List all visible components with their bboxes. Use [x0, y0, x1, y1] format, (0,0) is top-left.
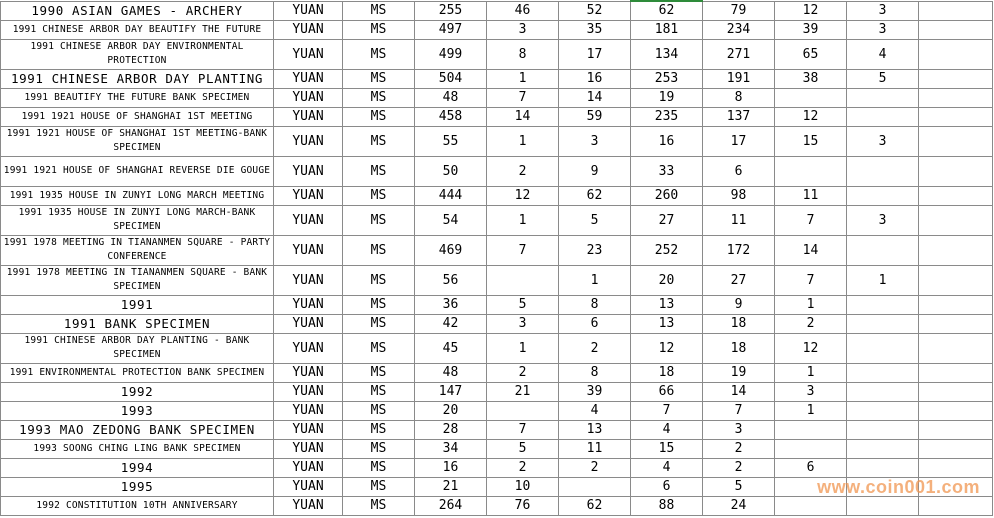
population-cell[interactable]: 444	[415, 186, 487, 205]
population-cell[interactable]: 134	[631, 39, 703, 69]
population-cell[interactable]: 54	[415, 205, 487, 235]
empty-cell[interactable]	[919, 295, 993, 314]
empty-cell[interactable]	[919, 107, 993, 126]
coin-name-cell[interactable]: 1991 CHINESE ARBOR DAY BEAUTIFY THE FUTURE	[1, 20, 274, 39]
population-cell[interactable]: 458	[415, 107, 487, 126]
population-cell[interactable]: 14	[487, 107, 559, 126]
grade-cell[interactable]: MS	[343, 205, 415, 235]
population-cell[interactable]: 191	[703, 69, 775, 88]
empty-cell[interactable]	[919, 382, 993, 401]
population-cell[interactable]: 62	[559, 186, 631, 205]
population-cell[interactable]: 137	[703, 107, 775, 126]
population-cell[interactable]: 147	[415, 382, 487, 401]
population-cell[interactable]: 3	[847, 205, 919, 235]
population-cell[interactable]: 52	[559, 1, 631, 20]
denomination-cell[interactable]: YUAN	[274, 363, 343, 382]
table-row	[1, 420, 993, 439]
empty-cell[interactable]	[919, 186, 993, 205]
empty-cell[interactable]	[919, 333, 993, 363]
table-row	[1, 382, 993, 401]
grade-cell[interactable]: MS	[343, 156, 415, 186]
table-row	[1, 1, 993, 20]
grade-cell[interactable]: MS	[343, 20, 415, 39]
population-cell[interactable]: 65	[775, 39, 847, 69]
population-cell[interactable]: 253	[631, 69, 703, 88]
coin-name-cell[interactable]: 1991 1978 MEETING IN TIANANMEN SQUARE - BANK SPECIMEN	[1, 265, 274, 295]
table-row	[1, 39, 993, 69]
population-cell[interactable]: 3	[487, 314, 559, 333]
population-cell[interactable]: 9	[703, 295, 775, 314]
table-row	[1, 439, 993, 458]
grade-cell[interactable]: MS	[343, 458, 415, 477]
population-cell[interactable]: 13	[631, 295, 703, 314]
population-cell[interactable]: 12	[775, 1, 847, 20]
population-cell[interactable]: 15	[775, 126, 847, 156]
empty-cell[interactable]	[919, 401, 993, 420]
empty-cell[interactable]	[919, 126, 993, 156]
population-cell[interactable]: 18	[703, 333, 775, 363]
population-cell[interactable]	[847, 235, 919, 265]
population-cell[interactable]: 38	[775, 69, 847, 88]
population-cell[interactable]: 2	[559, 458, 631, 477]
population-cell[interactable]: 2	[775, 314, 847, 333]
population-cell[interactable]: 469	[415, 235, 487, 265]
watermark-text: www.coin001.com	[817, 477, 980, 497]
population-cell[interactable]: 27	[631, 205, 703, 235]
population-cell[interactable]: 7	[487, 235, 559, 265]
population-cell[interactable]	[847, 401, 919, 420]
grade-cell[interactable]: MS	[343, 363, 415, 382]
population-cell[interactable]: 36	[415, 295, 487, 314]
denomination-cell[interactable]: YUAN	[274, 420, 343, 439]
population-cell[interactable]: 4	[631, 420, 703, 439]
table-row	[1, 265, 993, 295]
empty-cell[interactable]	[919, 496, 993, 515]
population-cell[interactable]: 235	[631, 107, 703, 126]
denomination-cell[interactable]: YUAN	[274, 496, 343, 515]
population-cell[interactable]: 8	[703, 88, 775, 107]
population-cell[interactable]	[847, 88, 919, 107]
grade-cell[interactable]: MS	[343, 333, 415, 363]
population-cell[interactable]: 11	[559, 439, 631, 458]
denomination-cell[interactable]: YUAN	[274, 1, 343, 20]
population-cell[interactable]: 15	[631, 439, 703, 458]
population-cell[interactable]: 13	[559, 420, 631, 439]
population-cell[interactable]: 255	[415, 1, 487, 20]
coin-name-cell[interactable]: 1991	[1, 295, 274, 314]
population-cell[interactable]: 28	[415, 420, 487, 439]
denomination-cell[interactable]: YUAN	[274, 333, 343, 363]
empty-cell[interactable]	[919, 439, 993, 458]
population-cell[interactable]: 13	[631, 314, 703, 333]
population-cell[interactable]	[775, 88, 847, 107]
population-cell[interactable]	[559, 477, 631, 496]
population-cell[interactable]	[775, 156, 847, 186]
population-cell[interactable]: 56	[415, 265, 487, 295]
population-cell[interactable]: 21	[487, 382, 559, 401]
grade-cell[interactable]: MS	[343, 496, 415, 515]
denomination-cell[interactable]: YUAN	[274, 205, 343, 235]
table-row	[1, 314, 993, 333]
population-cell[interactable]: 1	[775, 363, 847, 382]
population-cell[interactable]	[847, 186, 919, 205]
grade-cell[interactable]: MS	[343, 265, 415, 295]
empty-cell[interactable]	[919, 420, 993, 439]
population-cell[interactable]: 35	[559, 20, 631, 39]
population-cell[interactable]: 1	[487, 333, 559, 363]
population-cell[interactable]: 2	[703, 458, 775, 477]
empty-cell[interactable]	[919, 20, 993, 39]
population-cell[interactable]: 17	[559, 39, 631, 69]
population-cell[interactable]: 1	[487, 205, 559, 235]
population-cell[interactable]: 18	[703, 314, 775, 333]
population-cell[interactable]: 5	[703, 477, 775, 496]
denomination-cell[interactable]: YUAN	[274, 88, 343, 107]
population-cell[interactable]: 234	[703, 20, 775, 39]
population-cell[interactable]: 48	[415, 363, 487, 382]
population-cell[interactable]: 46	[487, 1, 559, 20]
coin-name-cell[interactable]: 1991 1921 HOUSE OF SHANGHAI 1ST MEETING	[1, 107, 274, 126]
denomination-cell[interactable]: YUAN	[274, 156, 343, 186]
coin-name-cell[interactable]: 1992 CONSTITUTION 10TH ANNIVERSARY	[1, 496, 274, 515]
table-row	[1, 186, 993, 205]
coin-name-cell[interactable]: 1992	[1, 382, 274, 401]
population-cell[interactable]: 8	[559, 295, 631, 314]
population-cell[interactable]: 20	[415, 401, 487, 420]
population-cell[interactable]	[847, 382, 919, 401]
coin-name-cell[interactable]: 1991 1935 HOUSE IN ZUNYI LONG MARCH MEETING	[1, 186, 274, 205]
population-cell[interactable]: 181	[631, 20, 703, 39]
population-cell[interactable]: 2	[487, 156, 559, 186]
denomination-cell[interactable]: YUAN	[274, 314, 343, 333]
population-cell[interactable]: 7	[775, 205, 847, 235]
population-cell[interactable]: 12	[487, 186, 559, 205]
grade-cell[interactable]: MS	[343, 88, 415, 107]
empty-cell[interactable]	[919, 458, 993, 477]
population-cell[interactable]: 8	[487, 39, 559, 69]
coin-name-cell[interactable]: 1991 BANK SPECIMEN	[1, 314, 274, 333]
population-cell[interactable]: 3	[847, 1, 919, 20]
population-cell[interactable]: 27	[703, 265, 775, 295]
population-cell[interactable]: 9	[559, 156, 631, 186]
empty-cell[interactable]	[919, 1, 993, 20]
population-cell[interactable]: 7	[703, 401, 775, 420]
coin-name-cell[interactable]: 1995	[1, 477, 274, 496]
empty-cell[interactable]	[919, 69, 993, 88]
denomination-cell[interactable]: YUAN	[274, 235, 343, 265]
empty-cell[interactable]	[919, 314, 993, 333]
grade-cell[interactable]: MS	[343, 382, 415, 401]
coin-name-cell[interactable]: 1993 MAO ZEDONG BANK SPECIMEN	[1, 420, 274, 439]
population-cell[interactable]: 42	[415, 314, 487, 333]
coin-name-cell[interactable]: 1991 1921 HOUSE OF SHANGHAI REVERSE DIE GOUGE	[1, 156, 274, 186]
population-cell[interactable]: 252	[631, 235, 703, 265]
grade-cell[interactable]: MS	[343, 235, 415, 265]
population-cell[interactable]: 62	[631, 1, 703, 20]
table-row	[1, 235, 993, 265]
denomination-cell[interactable]: YUAN	[274, 382, 343, 401]
population-cell[interactable]: 39	[559, 382, 631, 401]
population-cell[interactable]: 3	[847, 20, 919, 39]
population-cell[interactable]: 19	[631, 88, 703, 107]
population-cell[interactable]: 3	[775, 382, 847, 401]
grade-cell[interactable]: MS	[343, 439, 415, 458]
grade-cell[interactable]: MS	[343, 314, 415, 333]
population-cell[interactable]: 39	[775, 20, 847, 39]
coin-name-cell[interactable]: 1991 1978 MEETING IN TIANANMEN SQUARE - PARTY CONFERENCE	[1, 235, 274, 265]
population-cell[interactable]: 14	[559, 88, 631, 107]
grade-cell[interactable]: MS	[343, 401, 415, 420]
population-cell[interactable]: 2	[487, 363, 559, 382]
population-cell[interactable]: 2	[703, 439, 775, 458]
population-cell[interactable]: 10	[487, 477, 559, 496]
grade-cell[interactable]: MS	[343, 107, 415, 126]
coin-name-cell[interactable]: 1991 1921 HOUSE OF SHANGHAI 1ST MEETING-BANK SPECIMEN	[1, 126, 274, 156]
denomination-cell[interactable]: YUAN	[274, 126, 343, 156]
denomination-cell[interactable]: YUAN	[274, 401, 343, 420]
table-row	[1, 363, 993, 382]
population-cell[interactable]	[847, 496, 919, 515]
grade-cell[interactable]: MS	[343, 295, 415, 314]
population-cell[interactable]: 7	[775, 265, 847, 295]
grade-cell[interactable]: MS	[343, 186, 415, 205]
population-cell[interactable]	[847, 295, 919, 314]
table-row	[1, 401, 993, 420]
population-cell[interactable]: 3	[847, 126, 919, 156]
population-cell[interactable]: 12	[775, 333, 847, 363]
population-cell[interactable]: 11	[775, 186, 847, 205]
population-cell[interactable]: 7	[487, 420, 559, 439]
population-cell[interactable]: 23	[559, 235, 631, 265]
denomination-cell[interactable]: YUAN	[274, 20, 343, 39]
empty-cell[interactable]	[919, 39, 993, 69]
coin-name-cell[interactable]: 1991 1935 HOUSE IN ZUNYI LONG MARCH-BANK SPECIMEN	[1, 205, 274, 235]
population-cell[interactable]	[847, 156, 919, 186]
population-cell[interactable]: 6	[775, 458, 847, 477]
population-cell[interactable]: 50	[415, 156, 487, 186]
population-cell[interactable]: 271	[703, 39, 775, 69]
denomination-cell[interactable]: YUAN	[274, 69, 343, 88]
population-cell[interactable]: 88	[631, 496, 703, 515]
population-cell[interactable]: 79	[703, 1, 775, 20]
table-row	[1, 126, 993, 156]
population-cell[interactable]: 12	[775, 107, 847, 126]
denomination-cell[interactable]: YUAN	[274, 39, 343, 69]
denomination-cell[interactable]: YUAN	[274, 439, 343, 458]
population-cell[interactable]	[847, 420, 919, 439]
population-cell[interactable]: 499	[415, 39, 487, 69]
population-cell[interactable]: 497	[415, 20, 487, 39]
population-cell[interactable]: 6	[631, 477, 703, 496]
coin-name-cell[interactable]: 1991 BEAUTIFY THE FUTURE BANK SPECIMEN	[1, 88, 274, 107]
population-cell[interactable]: 98	[703, 186, 775, 205]
population-cell[interactable]: 17	[703, 126, 775, 156]
population-cell[interactable]: 14	[703, 382, 775, 401]
population-cell[interactable]: 3	[559, 126, 631, 156]
population-cell[interactable]: 48	[415, 88, 487, 107]
population-cell[interactable]: 1	[487, 126, 559, 156]
table-row	[1, 205, 993, 235]
population-cell[interactable]: 1	[775, 295, 847, 314]
table-row	[1, 107, 993, 126]
population-cell[interactable]	[775, 420, 847, 439]
population-cell[interactable]	[847, 458, 919, 477]
population-cell[interactable]: 20	[631, 265, 703, 295]
population-cell[interactable]: 12	[631, 333, 703, 363]
population-cell[interactable]: 504	[415, 69, 487, 88]
coin-name-cell[interactable]: 1993	[1, 401, 274, 420]
table-row	[1, 88, 993, 107]
population-cell[interactable]: 33	[631, 156, 703, 186]
population-cell[interactable]	[487, 265, 559, 295]
population-cell[interactable]: 55	[415, 126, 487, 156]
population-cell[interactable]: 7	[631, 401, 703, 420]
table-row	[1, 496, 993, 515]
population-cell[interactable]: 21	[415, 477, 487, 496]
empty-cell[interactable]	[919, 363, 993, 382]
coin-name-cell[interactable]: 1990 ASIAN GAMES - ARCHERY	[1, 1, 274, 20]
population-cell[interactable]: 19	[703, 363, 775, 382]
empty-cell[interactable]	[919, 235, 993, 265]
denomination-cell[interactable]: YUAN	[274, 458, 343, 477]
population-cell[interactable]: 14	[775, 235, 847, 265]
population-cell[interactable]: 1	[847, 265, 919, 295]
population-cell[interactable]	[487, 401, 559, 420]
population-cell[interactable]: 264	[415, 496, 487, 515]
population-cell[interactable]: 4	[847, 39, 919, 69]
denomination-cell[interactable]: YUAN	[274, 477, 343, 496]
coin-name-cell[interactable]: 1991 CHINESE ARBOR DAY PLANTING - BANK SPECIMEN	[1, 333, 274, 363]
population-cell[interactable]: 1	[487, 69, 559, 88]
population-cell[interactable]: 1	[775, 401, 847, 420]
table-row	[1, 20, 993, 39]
population-cell[interactable]: 24	[703, 496, 775, 515]
grade-cell[interactable]: MS	[343, 420, 415, 439]
table-row	[1, 69, 993, 88]
grade-cell[interactable]: MS	[343, 69, 415, 88]
population-cell[interactable]: 3	[487, 20, 559, 39]
population-cell[interactable]	[847, 107, 919, 126]
denomination-cell[interactable]: YUAN	[274, 186, 343, 205]
table-row	[1, 156, 993, 186]
population-cell[interactable]	[775, 439, 847, 458]
grade-cell[interactable]: MS	[343, 1, 415, 20]
population-cell[interactable]: 6	[559, 314, 631, 333]
population-cell[interactable]: 45	[415, 333, 487, 363]
empty-cell[interactable]	[919, 88, 993, 107]
population-cell[interactable]: 16	[631, 126, 703, 156]
population-cell[interactable]: 1	[559, 265, 631, 295]
population-cell[interactable]: 34	[415, 439, 487, 458]
population-cell[interactable]	[847, 439, 919, 458]
population-cell[interactable]: 4	[559, 401, 631, 420]
population-cell[interactable]: 260	[631, 186, 703, 205]
population-cell[interactable]	[775, 496, 847, 515]
population-cell[interactable]	[847, 363, 919, 382]
population-cell[interactable]: 16	[415, 458, 487, 477]
empty-cell[interactable]	[919, 265, 993, 295]
population-cell[interactable]: 66	[631, 382, 703, 401]
population-cell[interactable]: 62	[559, 496, 631, 515]
population-cell[interactable]: 7	[487, 88, 559, 107]
population-cell[interactable]: 3	[703, 420, 775, 439]
coin-name-cell[interactable]: 1993 SOONG CHING LING BANK SPECIMEN	[1, 439, 274, 458]
population-cell[interactable]: 2	[559, 333, 631, 363]
population-cell[interactable]: 16	[559, 69, 631, 88]
grade-cell[interactable]: MS	[343, 39, 415, 69]
population-cell[interactable]: 11	[703, 205, 775, 235]
grade-cell[interactable]: MS	[343, 477, 415, 496]
population-cell[interactable]: 5	[487, 439, 559, 458]
denomination-cell[interactable]: YUAN	[274, 107, 343, 126]
table-row	[1, 295, 993, 314]
table-row	[1, 458, 993, 477]
population-cell[interactable]: 2	[487, 458, 559, 477]
population-cell[interactable]: 8	[559, 363, 631, 382]
coin-name-cell[interactable]: 1994	[1, 458, 274, 477]
empty-cell[interactable]	[919, 156, 993, 186]
population-cell[interactable]: 59	[559, 107, 631, 126]
population-cell[interactable]	[847, 333, 919, 363]
table-row	[1, 333, 993, 363]
population-cell[interactable]: 6	[703, 156, 775, 186]
coin-name-cell[interactable]: 1991 CHINESE ARBOR DAY PLANTING	[1, 69, 274, 88]
denomination-cell[interactable]: YUAN	[274, 265, 343, 295]
empty-cell[interactable]	[919, 205, 993, 235]
denomination-cell[interactable]: YUAN	[274, 295, 343, 314]
population-cell[interactable]: 5	[559, 205, 631, 235]
population-cell[interactable]: 172	[703, 235, 775, 265]
population-cell[interactable]: 4	[631, 458, 703, 477]
coin-name-cell[interactable]: 1991 CHINESE ARBOR DAY ENVIRONMENTAL PROTECTION	[1, 39, 274, 69]
population-cell[interactable]: 5	[487, 295, 559, 314]
coin-name-cell[interactable]: 1991 ENVIRONMENTAL PROTECTION BANK SPECIMEN	[1, 363, 274, 382]
population-cell[interactable]: 5	[847, 69, 919, 88]
grade-cell[interactable]: MS	[343, 126, 415, 156]
population-cell[interactable]: 18	[631, 363, 703, 382]
population-cell[interactable]	[847, 314, 919, 333]
population-cell[interactable]: 76	[487, 496, 559, 515]
